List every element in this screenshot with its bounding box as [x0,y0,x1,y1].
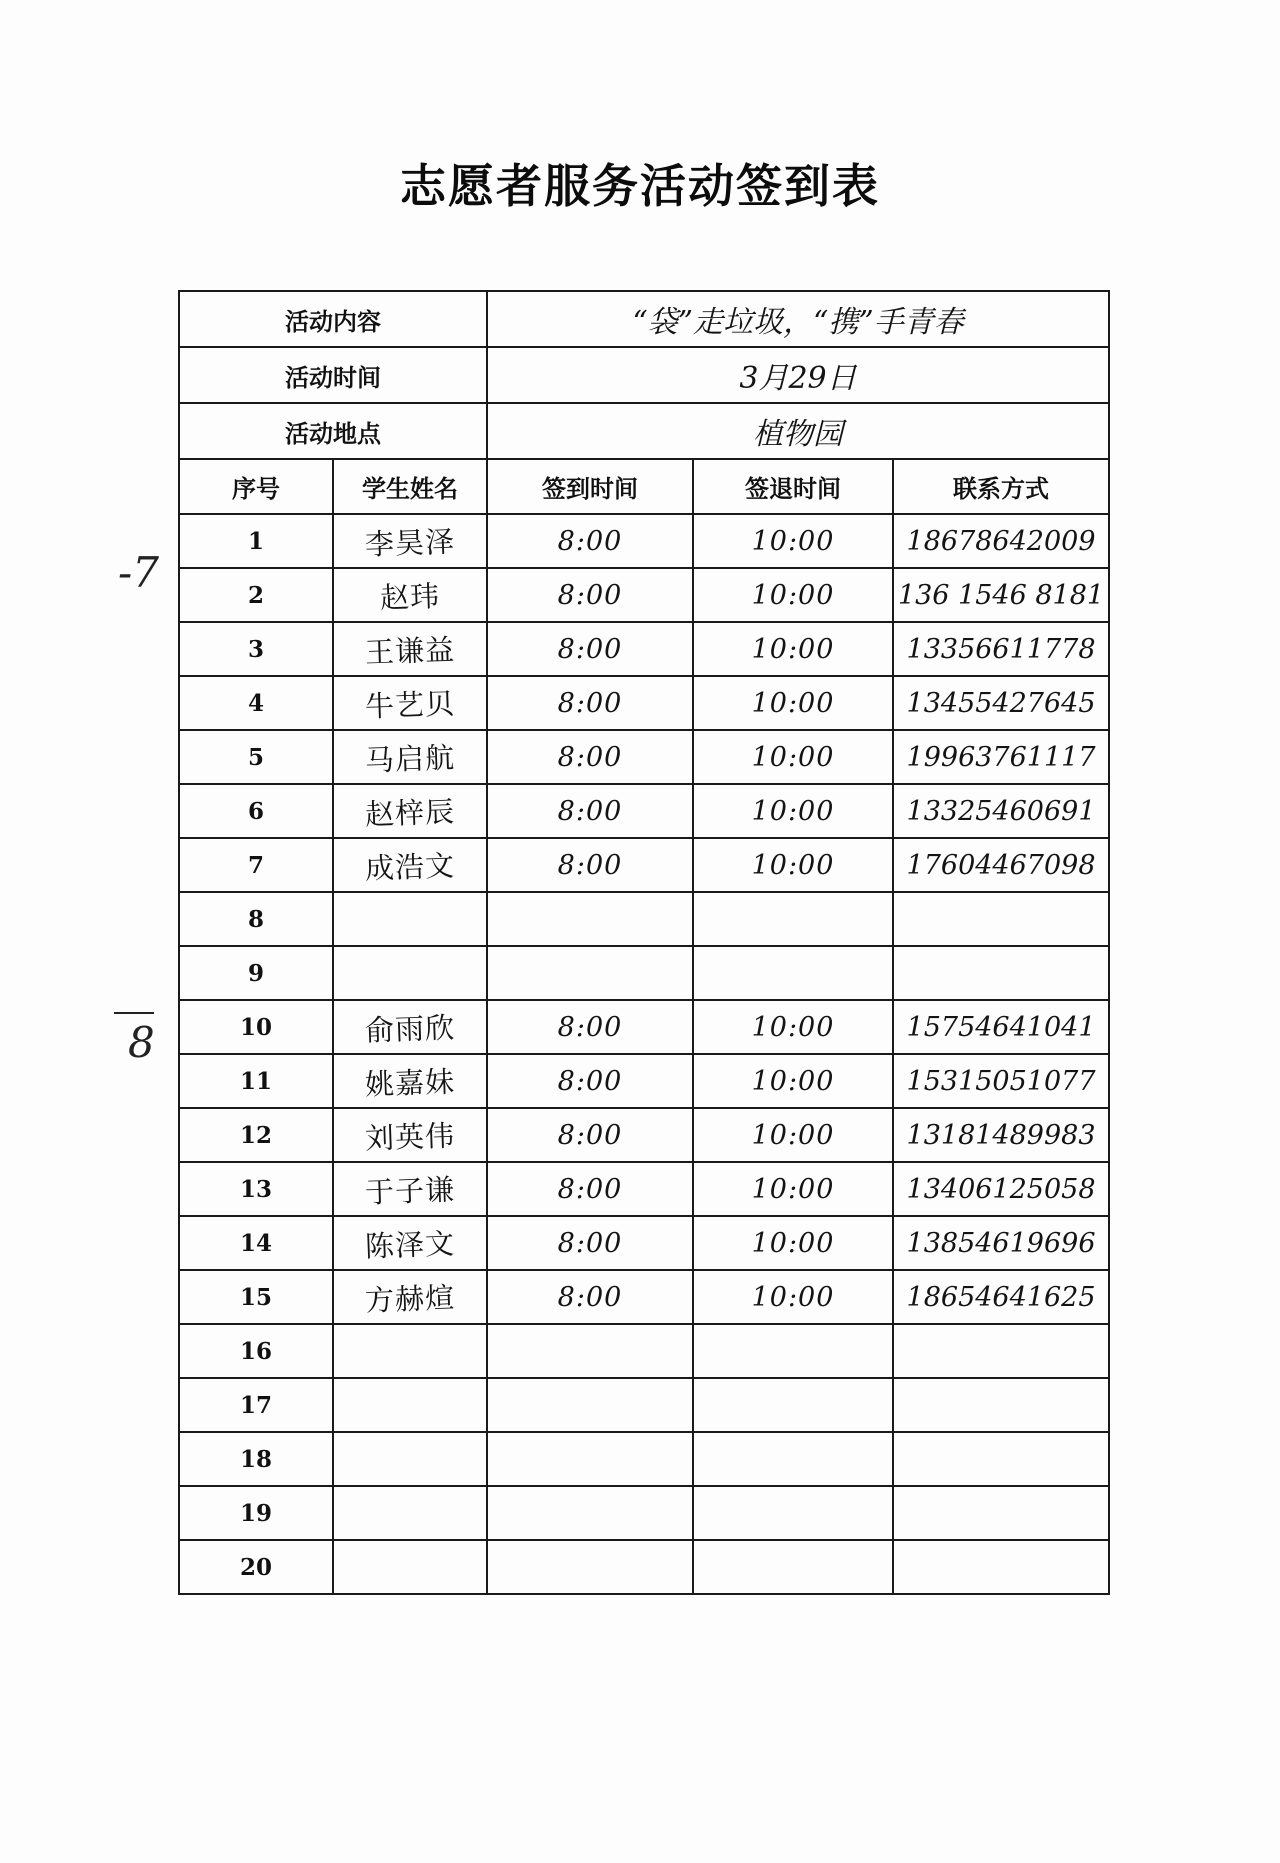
row-signin-time-cell [487,1162,693,1216]
row-student-name: 俞雨欣 [364,1009,456,1048]
table-row [179,622,1109,676]
row-number-cell [179,1324,333,1378]
row-number: 3 [247,635,264,663]
row-number-cell [179,1108,333,1162]
margin-note-7 [118,548,159,597]
row-number: 10 [239,1013,272,1041]
row-student-name-cell [333,1108,487,1162]
row-number: 9 [247,959,264,987]
row-signin-time: 8:00 [557,687,623,719]
row-signin-time: 8:00 [557,1281,623,1313]
table-row [179,892,1109,946]
row-number-cell [179,1540,333,1594]
row-student-name-cell [333,1378,487,1432]
row-student-name: 陈泽文 [364,1225,456,1264]
row-student-name: 王谦益 [364,631,456,670]
row-student-name-cell [333,946,487,1000]
row-contact: 13455427645 [906,687,1096,719]
row-number-cell [179,838,333,892]
margin-note-8-text: 8 [128,1018,155,1067]
row-number: 15 [239,1283,272,1311]
row-contact-cell [893,1432,1109,1486]
table-row [179,1216,1109,1270]
row-signin-time-cell [487,676,693,730]
sign-in-table [178,290,1110,1595]
row-contact-cell [893,1378,1109,1432]
row-student-name: 方赫煊 [364,1279,456,1318]
row-number-cell [179,892,333,946]
table-row [179,838,1109,892]
row-number: 17 [239,1391,272,1419]
row-signin-time-cell [487,1540,693,1594]
row-signout-time-cell [693,892,893,946]
row-contact-cell [893,1486,1109,1540]
row-signout-time: 10:00 [751,1281,835,1313]
row-contact: 17604467098 [906,849,1096,881]
row-number-cell [179,1486,333,1540]
row-number-cell [179,730,333,784]
row-contact-cell [893,784,1109,838]
row-signin-time-cell [487,568,693,622]
row-student-name-cell [333,676,487,730]
row-contact-cell [893,514,1109,568]
margin-note-bar [114,1012,154,1014]
row-student-name: 于子谦 [364,1171,456,1210]
activity-time-row [179,347,1109,403]
row-number-cell [179,568,333,622]
table-row [179,1540,1109,1594]
row-signout-time-cell [693,1540,893,1594]
row-signout-time-cell [693,1216,893,1270]
row-signout-time: 10:00 [751,579,835,611]
table-header-row [179,459,1109,514]
row-signin-time: 8:00 [557,525,623,557]
row-contact-cell [893,1270,1109,1324]
row-number-cell [179,1162,333,1216]
row-signin-time: 8:00 [557,1173,623,1205]
row-number: 1 [247,527,264,555]
row-student-name: 刘英伟 [364,1117,456,1156]
header-signout: 签退时间 [693,459,893,514]
table-row [179,514,1109,568]
row-signout-time: 10:00 [751,1173,835,1205]
row-signout-time: 10:00 [751,1119,835,1151]
table-row [179,1162,1109,1216]
row-student-name-cell [333,568,487,622]
row-number-cell [179,1270,333,1324]
row-signin-time-cell [487,622,693,676]
table-row [179,1000,1109,1054]
row-signout-time-cell [693,784,893,838]
row-contact-cell [893,1108,1109,1162]
row-student-name-cell [333,892,487,946]
header-seq: 序号 [179,459,333,514]
table-row [179,568,1109,622]
row-signin-time: 8:00 [557,741,623,773]
row-contact: 13325460691 [906,795,1096,827]
page-title: 志愿者服务活动签到表 [400,159,880,213]
row-signout-time-cell [693,1054,893,1108]
row-signin-time: 8:00 [557,633,623,665]
row-number-cell [179,1378,333,1432]
margin-note-dash: - [118,548,133,597]
row-student-name-cell [333,1432,487,1486]
row-contact-cell [893,730,1109,784]
row-contact-cell [893,1216,1109,1270]
row-number: 4 [247,689,264,717]
row-contact: 19963761117 [906,741,1096,773]
header-contact: 联系方式 [893,459,1109,514]
row-number: 19 [239,1499,272,1527]
row-signout-time: 10:00 [751,1065,835,1097]
activity-place-label: 活动地点 [179,403,487,459]
table-row [179,1378,1109,1432]
row-signin-time: 8:00 [557,849,623,881]
row-contact: 13356611778 [906,633,1096,665]
row-signout-time-cell [693,1378,893,1432]
row-signin-time: 8:00 [557,1227,623,1259]
row-student-name-cell [333,730,487,784]
row-signin-time-cell [487,1216,693,1270]
row-signout-time: 10:00 [751,1011,835,1043]
row-signout-time-cell [693,946,893,1000]
table-row [179,1108,1109,1162]
row-signout-time-cell [693,1324,893,1378]
row-student-name: 马启航 [364,739,456,778]
row-signout-time-cell [693,514,893,568]
row-signout-time-cell [693,1486,893,1540]
row-signout-time-cell [693,568,893,622]
row-number: 5 [247,743,264,771]
row-contact: 13406125058 [906,1173,1096,1205]
row-signin-time: 8:00 [557,795,623,827]
row-student-name-cell [333,1054,487,1108]
row-student-name-cell [333,514,487,568]
row-student-name: 姚嘉妹 [364,1063,456,1102]
row-number: 2 [247,581,264,609]
row-contact: 13181489983 [906,1119,1096,1151]
row-signin-time-cell [487,1378,693,1432]
activity-place-row [179,403,1109,459]
row-contact-cell [893,568,1109,622]
row-signout-time-cell [693,1432,893,1486]
row-student-name: 李昊泽 [364,523,456,562]
row-signout-time: 10:00 [751,525,835,557]
row-signout-time: 10:00 [751,741,835,773]
row-student-name-cell [333,1216,487,1270]
table-body [179,514,1109,1594]
row-student-name-cell [333,1162,487,1216]
row-number: 18 [239,1445,272,1473]
row-signout-time: 10:00 [751,687,835,719]
row-contact: 15315051077 [906,1065,1096,1097]
row-signout-time: 10:00 [751,633,835,665]
row-signin-time: 8:00 [557,1119,623,1151]
row-signout-time-cell [693,1270,893,1324]
row-signin-time-cell [487,838,693,892]
row-signout-time: 10:00 [751,849,835,881]
row-student-name: 赵梓辰 [364,793,456,832]
table-row [179,784,1109,838]
row-signout-time-cell [693,1108,893,1162]
row-contact: 13854619696 [906,1227,1096,1259]
row-signin-time: 8:00 [557,1065,623,1097]
row-signin-time-cell [487,892,693,946]
activity-time-value: 3月29日 [487,347,1109,403]
row-signout-time-cell [693,676,893,730]
row-number: 8 [247,905,264,933]
row-contact-cell [893,1000,1109,1054]
row-signin-time-cell [487,1000,693,1054]
row-signin-time-cell [487,1432,693,1486]
row-number-cell [179,1000,333,1054]
margin-note-7-text: 7 [132,548,159,597]
table-row [179,1054,1109,1108]
row-number: 12 [239,1121,272,1149]
row-contact-cell [893,838,1109,892]
row-student-name-cell [333,1486,487,1540]
row-contact-cell [893,622,1109,676]
row-signout-time-cell [693,1000,893,1054]
row-contact: 18678642009 [906,525,1096,557]
row-number: 11 [239,1067,272,1095]
row-number: 6 [247,797,264,825]
row-contact-cell [893,1540,1109,1594]
activity-content-label: 活动内容 [179,291,487,347]
row-signin-time: 8:00 [557,1011,623,1043]
row-signin-time-cell [487,1486,693,1540]
header-signin: 签到时间 [487,459,693,514]
row-number: 16 [239,1337,272,1365]
table-row [179,676,1109,730]
row-number: 14 [239,1229,272,1257]
row-student-name-cell [333,838,487,892]
row-student-name-cell [333,1540,487,1594]
row-student-name: 赵玮 [379,578,441,615]
row-contact-cell [893,946,1109,1000]
activity-content-row [179,291,1109,347]
row-signin-time-cell [487,730,693,784]
row-signout-time-cell [693,1162,893,1216]
row-signout-time: 10:00 [751,1227,835,1259]
row-signin-time-cell [487,1054,693,1108]
row-contact: 136 1546 8181 [897,579,1105,611]
margin-note-8 [128,1018,155,1067]
header-name: 学生姓名 [333,459,487,514]
activity-content-value: “袋”走垃圾，“携”手青春 [487,291,1109,347]
row-contact-cell [893,892,1109,946]
row-signin-time: 8:00 [557,579,623,611]
row-student-name: 成浩文 [364,847,456,886]
table-row [179,946,1109,1000]
row-number: 13 [239,1175,272,1203]
row-number-cell [179,1216,333,1270]
row-student-name-cell [333,784,487,838]
row-number: 20 [239,1553,272,1581]
row-contact-cell [893,676,1109,730]
row-contact-cell [893,1324,1109,1378]
row-contact-cell [893,1162,1109,1216]
row-signout-time: 10:00 [751,795,835,827]
table-row [179,1432,1109,1486]
table-row [179,730,1109,784]
row-number-cell [179,946,333,1000]
row-signin-time-cell [487,1108,693,1162]
row-signin-time-cell [487,1270,693,1324]
row-contact: 18654641625 [906,1281,1096,1313]
row-signin-time-cell [487,1324,693,1378]
row-number-cell [179,1054,333,1108]
row-student-name-cell [333,1000,487,1054]
row-signout-time-cell [693,622,893,676]
row-student-name-cell [333,1270,487,1324]
row-number-cell [179,676,333,730]
table-row [179,1324,1109,1378]
row-student-name-cell [333,1324,487,1378]
row-signin-time-cell [487,946,693,1000]
activity-time-label: 活动时间 [179,347,487,403]
row-signin-time-cell [487,784,693,838]
row-student-name-cell [333,622,487,676]
row-number-cell [179,622,333,676]
row-student-name: 牛艺贝 [364,685,456,724]
row-signout-time-cell [693,730,893,784]
row-number-cell [179,784,333,838]
row-contact: 15754641041 [906,1011,1096,1043]
row-number-cell [179,1432,333,1486]
row-number: 7 [247,851,264,879]
activity-place-value: 植物园 [487,403,1109,459]
row-contact-cell [893,1054,1109,1108]
row-signin-time-cell [487,514,693,568]
table-row [179,1270,1109,1324]
row-number-cell [179,514,333,568]
table-row [179,1486,1109,1540]
row-signout-time-cell [693,838,893,892]
